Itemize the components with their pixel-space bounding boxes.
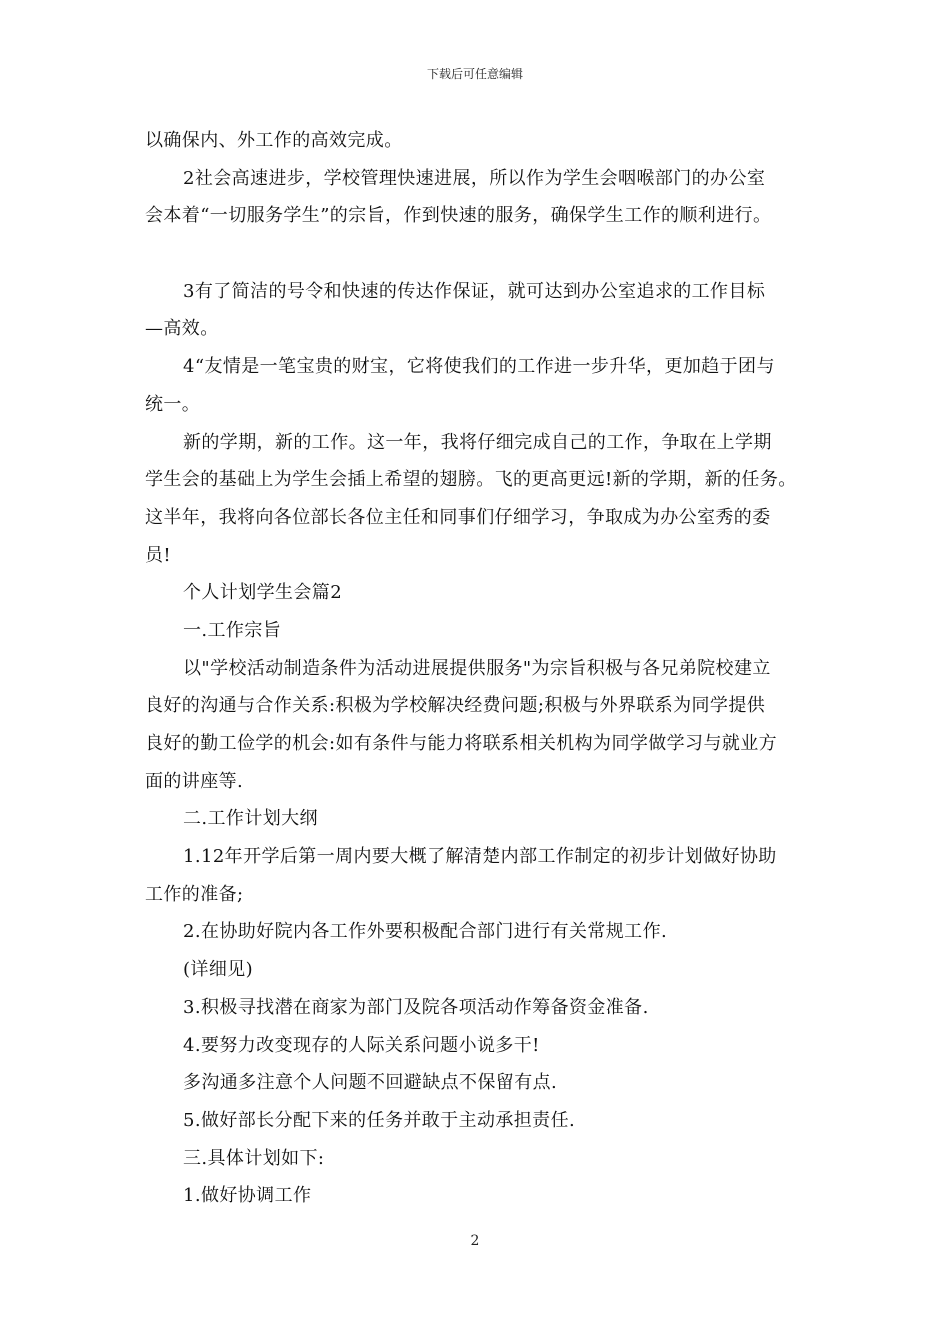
paragraph-line: 以"学校活动制造条件为活动进展提供服务"为宗旨积极与各兄弟院校建立: [183, 657, 771, 679]
text-line: 会本着“一切服务学生”的宗旨，作到快速的服务，确保学生工作的顺利进行。: [145, 205, 772, 227]
text-line: 员!: [145, 544, 172, 566]
text-line: 这半年，我将向各位部长各位主任和同事们仔细学习，争取成为办公室秀的委: [145, 506, 771, 528]
section-heading: 三.具体计划如下:: [183, 1147, 325, 1169]
page-header: 下载后可任意编辑: [426, 67, 523, 81]
text-line: —高效。: [145, 318, 219, 340]
paragraph-line: 新的学期，新的工作。这一年，我将仔细完成自己的工作，争取在上学期: [183, 431, 772, 453]
paragraph-line: 3有了简洁的号令和快速的传达作保证，就可达到办公室追求的工作目标: [183, 280, 766, 302]
list-item: 2.在协助好院内各工作外要积极配合部门进行有关常规工作.: [183, 921, 668, 943]
text-line: 面的讲座等.: [145, 770, 244, 792]
section-heading: 二.工作计划大纲: [183, 808, 318, 830]
section-heading: 一.工作宗旨: [183, 619, 282, 641]
list-item: 4.要努力改变现存的人际关系问题小说多干!: [183, 1034, 540, 1056]
list-item: 1.12年开学后第一周内要大概了解清楚内部工作制定的初步计划做好协助: [183, 846, 777, 868]
list-item: 5.做好部长分配下来的任务并敢于主动承担责任.: [183, 1109, 576, 1131]
paragraph-line: 4“友情是一笔宝贵的财宝，它将使我们的工作进一步升华，更加趋于团与: [183, 356, 775, 378]
text-line: 以确保内、外工作的高效完成。: [145, 130, 403, 151]
text-line: 良好的沟通与合作关系:积极为学校解决经费问题;积极与外界联系为同学提供: [145, 695, 766, 717]
text-line: 工作的准备;: [145, 883, 244, 905]
page-number: 2: [470, 1233, 480, 1249]
blank-line: [145, 235, 815, 273]
text-line: 学生会的基础上为学生会插上希望的翅膀。飞的更高更远!新的学期，新的任务。: [145, 469, 797, 491]
paragraph-line: 2社会高速进步，学校管理快速进展，所以作为学生会咽喉部门的办公室: [183, 167, 766, 189]
text-line: 良好的勤工俭学的机会:如有条件与能力将联系相关机构为同学做学习与就业方: [145, 733, 778, 754]
list-item: 3.积极寻找潜在商家为部门及院各项活动作筹备资金准备.: [183, 996, 649, 1018]
text-line: 多沟通多注意个人问题不回避缺点不保留有点.: [183, 1072, 558, 1094]
text-line: 统一。: [145, 393, 201, 415]
section-heading: 个人计划学生会篇2: [183, 582, 343, 604]
list-item: 1.做好协调工作: [183, 1185, 312, 1207]
document-body: [145, 122, 815, 1215]
text-line: (详细见): [183, 959, 254, 981]
